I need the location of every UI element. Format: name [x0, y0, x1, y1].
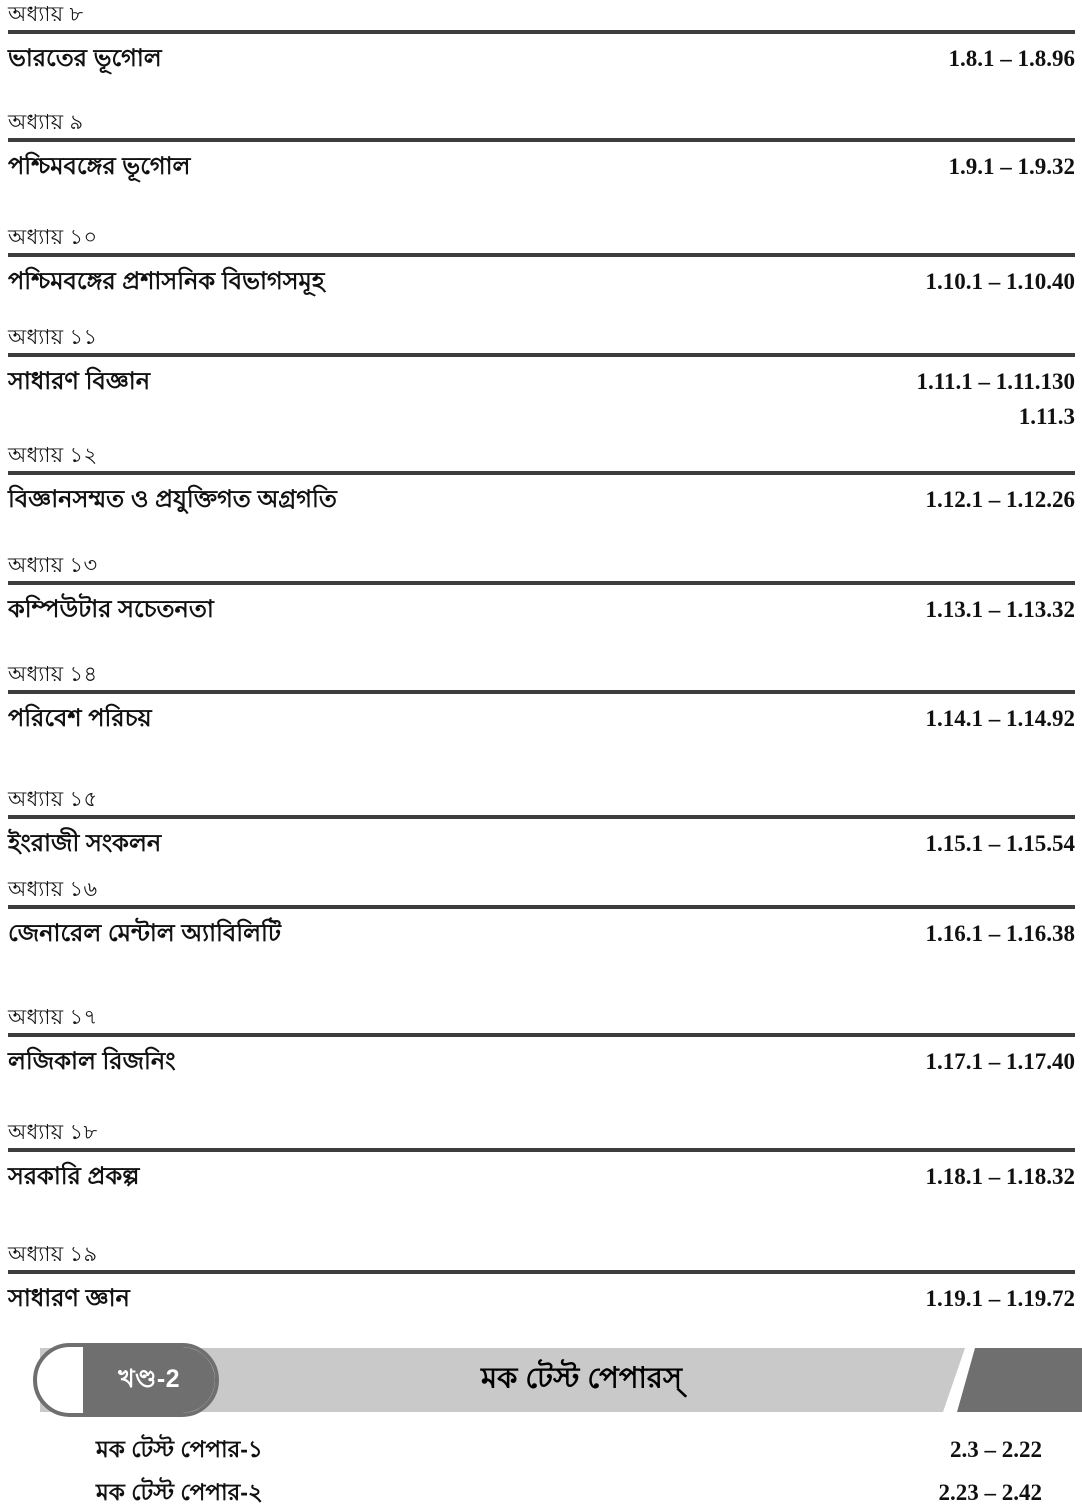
chapter-title: সাধারণ জ্ঞান [8, 1285, 130, 1312]
mock-test-page-range: 2.23 – 2.42 [938, 1480, 1042, 1505]
banner-title: মক টেস্ট পেপারস্ [480, 1362, 683, 1395]
chapter-rule [8, 815, 1075, 819]
chapter-title: লজিকাল রিজনিং [8, 1048, 176, 1075]
part-badge-label: খণ্ড-2 [118, 1364, 181, 1393]
chapter-number-label: অধ্যায় ১৫ [8, 788, 98, 811]
chapter-rule [8, 581, 1075, 585]
chapter-page-range: 1.13.1 – 1.13.32 [925, 597, 1075, 622]
chapter-entry-18 [8, 1120, 1075, 1193]
chapter-title: পশ্চিমবঙ্গের ভূগোল [8, 153, 191, 180]
chapter-number-label: অধ্যায় ১৭ [8, 1006, 98, 1029]
chapter-entry-9 [8, 110, 1075, 183]
chapter-number-label: অধ্যায় ১০ [8, 226, 98, 249]
chapter-entry-17 [8, 1005, 1075, 1078]
chapter-title: সরকারি প্রকল্প [8, 1163, 140, 1190]
chapter-entry-12 [8, 443, 1075, 516]
mock-test-item [96, 1434, 1042, 1465]
part-2-banner [8, 1348, 1075, 1412]
mock-test-list [8, 1434, 1075, 1508]
chapter-rule [8, 253, 1075, 257]
part-badge-dark-section [83, 1347, 215, 1413]
chapter-page-range: 1.17.1 – 1.17.40 [925, 1049, 1075, 1074]
chapter-number-label: অধ্যায় ৮ [8, 3, 84, 26]
chapter-number-label: অধ্যায় ১৯ [8, 1243, 98, 1266]
mock-test-label: মক টেস্ট পেপার-২ [96, 1479, 263, 1505]
chapter-page-range: 1.18.1 – 1.18.32 [925, 1164, 1075, 1189]
chapter-entry-11 [8, 325, 1075, 432]
mock-test-page-range: 2.3 – 2.22 [950, 1437, 1042, 1462]
chapter-title: সাধারণ বিজ্ঞান [8, 368, 151, 395]
chapter-title: ভারতের ভূগোল [8, 45, 162, 72]
chapter-page-range: 1.9.1 – 1.9.32 [948, 154, 1075, 179]
chapter-number-label: অধ্যায় ১৪ [8, 663, 98, 686]
chapter-entry-8 [8, 2, 1075, 75]
chapter-number-label: অধ্যায় ১৬ [8, 878, 98, 901]
chapter-entry-10 [8, 225, 1075, 298]
chapter-page-range: 1.19.1 – 1.19.72 [925, 1286, 1075, 1311]
chapter-entry-14 [8, 662, 1075, 735]
chapter-page-range: 1.8.1 – 1.8.96 [948, 46, 1075, 71]
chapter-page-range: 1.15.1 – 1.15.54 [925, 831, 1075, 856]
chapter-rule [8, 1033, 1075, 1037]
chapter-rule [8, 30, 1075, 34]
banner-endcap [957, 1348, 1082, 1412]
chapter-page-range: 1.11.1 – 1.11.130 [916, 369, 1075, 394]
chapter-page-range: 1.10.1 – 1.10.40 [925, 269, 1075, 294]
chapter-rule [8, 1148, 1075, 1152]
chapter-entry-16 [8, 877, 1075, 950]
chapter-rule [8, 905, 1075, 909]
chapter-entry-13 [8, 553, 1075, 626]
chapter-page-range-extra: 1.11.3 [1018, 404, 1075, 429]
chapter-title: পরিবেশ পরিচয় [8, 705, 152, 732]
chapter-rule [8, 690, 1075, 694]
chapter-title: ইংরাজী সংকলন [8, 830, 162, 857]
chapter-page-range: 1.16.1 – 1.16.38 [925, 921, 1075, 946]
chapter-number-label: অধ্যায় ১১ [8, 326, 98, 349]
chapter-number-label: অধ্যায় ৯ [8, 111, 84, 134]
part-badge [33, 1343, 219, 1417]
mock-test-label: মক টেস্ট পেপার-১ [96, 1436, 263, 1462]
chapter-rule [8, 353, 1075, 357]
chapter-entry-19 [8, 1242, 1075, 1315]
chapter-number-label: অধ্যায় ১২ [8, 444, 98, 467]
chapter-page-range: 1.12.1 – 1.12.26 [925, 487, 1075, 512]
chapter-number-label: অধ্যায় ১৩ [8, 554, 98, 577]
chapter-rule [8, 471, 1075, 475]
chapter-title: জেনারেল মেন্টাল অ্যাবিলিটি [8, 920, 281, 947]
mock-test-item [96, 1477, 1042, 1508]
chapter-title: পশ্চিমবঙ্গের প্রশাসনিক বিভাগসমূহ [8, 268, 325, 295]
chapter-rule [8, 138, 1075, 142]
chapter-title: কম্পিউটার সচেতনতা [8, 596, 214, 623]
chapter-title: বিজ্ঞানসম্মত ও প্রযুক্তিগত অগ্রগতি [8, 486, 337, 513]
chapter-rule [8, 1270, 1075, 1274]
chapter-entry-15 [8, 787, 1075, 860]
chapter-page-range: 1.14.1 – 1.14.92 [925, 706, 1075, 731]
chapter-number-label: অধ্যায় ১৮ [8, 1121, 98, 1144]
